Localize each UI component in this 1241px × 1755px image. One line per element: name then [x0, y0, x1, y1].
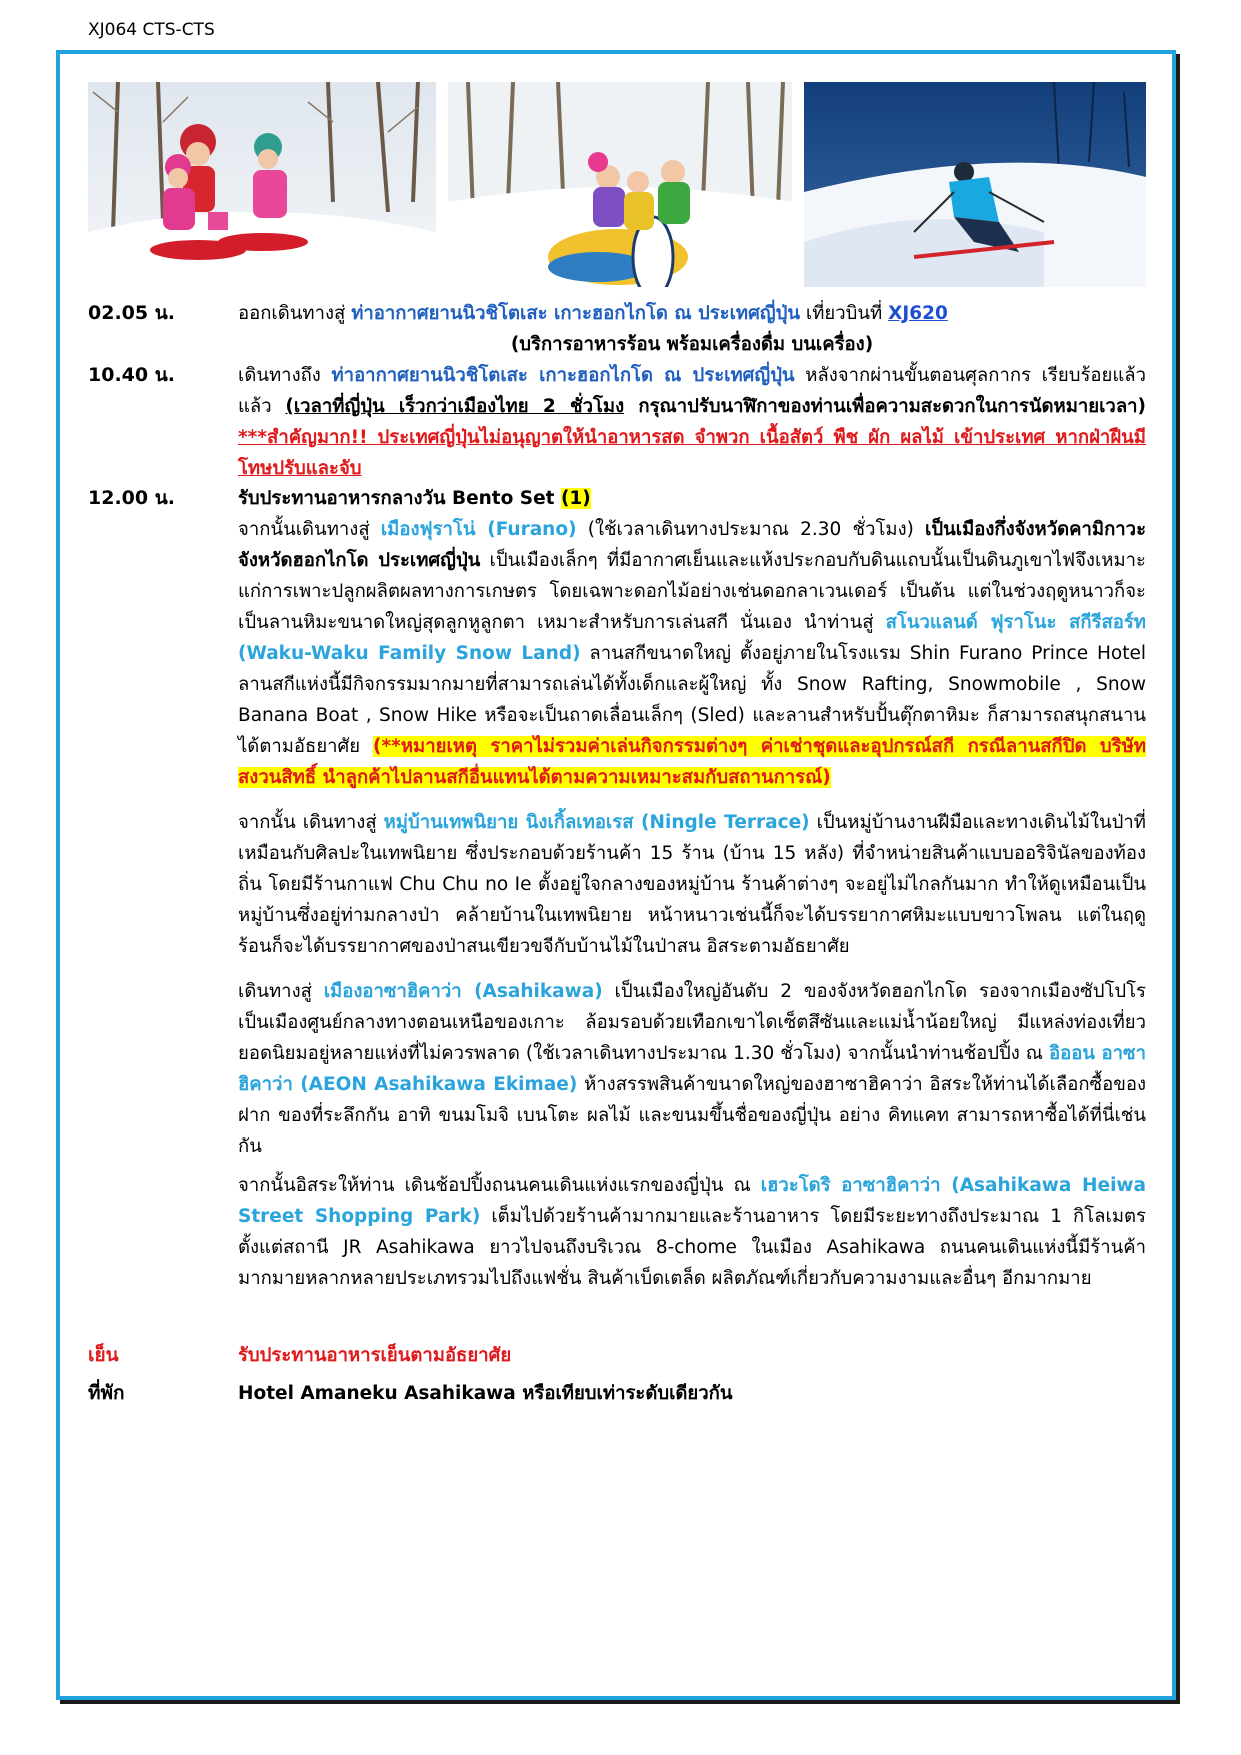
flight-link[interactable]: XJ620 — [888, 303, 948, 324]
itinerary-entry-1040 — [88, 360, 1146, 484]
photo-strip — [88, 82, 1146, 287]
asahikawa-place: เมืองอาซาฮิคาว่า (Asahikawa) — [323, 981, 603, 1002]
sled-family-photo — [88, 82, 436, 287]
paragraph-text: เป็นเมืองใหญ่อันดับ 2 ของจังหวัดฮอกไกโด รองจากเมืองซัปโปโร เป็นเมืองศูนย์กลางทางตอนเหนือของเกาะ ล้อมรอบด้วยเทือกเขาไดเซ็ตสึซันและแม่น้ำน้อยใหญ่ มีแหล่งท่องเที่ยวยอดนิยมอยู่หลายแห่งที่ไม่ควรพลาด (ใช้เวลาเดินทางประมาณ 1.30 ชั่วโมง) จากนั้นนำท่านช้อปปิ้ง ณ — [238, 981, 1146, 1064]
heiwa-place: เฮวะโดริ อาซาฮิคาว่า (Asahikawa Heiwa Street Shopping Park) — [238, 1175, 1147, 1227]
paragraph-text: จากนั้นอิสระให้ท่าน เดินช้อปปิ้งถนนคนเดินแห่งแรกของญี่ปุ่น ณ — [238, 1175, 761, 1196]
paragraph-text: เป็นเมืองเล็กๆ ที่มีอากาศเย็นและแห้งประกอบกับดินแถบนั้นเป็นดินภูเขาไฟจึงเหมาะแก่การเพาะปลูกผลิตผลทางการเกษตร โดยเฉพาะดอกไม้อย่างเช่นดอกลาเวนเดอร์ เป็นต้น แต่ในช่วงฤดูหนาวก็จะเป็นลานหิมะขนาดใหญ่สุดลูกหูลูกตา เหมาะสำหรับการเล่นสกี นั่นเอง นำท่านสู่ — [238, 550, 1146, 633]
tour-code: XJ064 CTS-CTS — [88, 20, 215, 40]
entry-text: หลังจากผ่านขั้นตอนศุลกากร เรียบร้อยแล้ว แล้ว — [238, 365, 1146, 417]
entry-time: 10.40 น. — [88, 364, 175, 386]
price-remark: (**หมายเหตุ ราคาไม่รวมค่าเล่นกิจกรรมต่างๆ ค่าเช่าชุดและอุปกรณ์สกี กรณีลานสกีปิด บริษัทสงวนสิทธิ์ นำลูกค้าไปลานสกีอื่นแทนได้ตามความเหมาะสมกับสถานการณ์) — [238, 736, 1147, 788]
timezone-note: (เวลาที่ญี่ปุ่น เร็วกว่าเมืองไทย 2 ชั่วโมง — [285, 396, 625, 417]
paragraph-text: เดินทางสู่ — [238, 981, 324, 1002]
furano-paragraph — [238, 514, 1146, 793]
dinner-text: รับประทานอาหารเย็นตามอัธยาศัย — [238, 1345, 512, 1366]
itinerary-entry-0205 — [88, 298, 1146, 360]
heiwa-paragraph — [238, 1170, 1146, 1294]
paragraph-text: จากนั้น เดินทางสู่ — [238, 812, 384, 833]
paragraph-text: (ใช้เวลาเดินทางประมาณ 2.30 ชั่วโมง) — [576, 519, 926, 540]
paragraph-text: จากนั้นเดินทางสู่ — [238, 519, 381, 540]
import-warning: ***สำคัญมาก!! ประเทศญี่ปุ่นไม่อนุญาตให้นำอาหารสด จำพวก เนื้อสัตว์ พืช ผัก ผลไม้ เข้าประเทศ หากฝ่าฝืนมีโทษปรับและจับ — [238, 427, 1146, 479]
snow-banana-boat-photo — [448, 82, 792, 287]
furano-desc-bold: เป็นเมืองกึ่งจังหวัดคามิกาวะ จังหวัดฮอกไกโด ประเทศญี่ปุ่น — [238, 519, 1146, 571]
dinner-row — [88, 1340, 1146, 1371]
asahikawa-paragraph — [238, 976, 1146, 1162]
ningle-place: หมู่บ้านเทพนิยาย นิงเกิ้ลเทอเรส (Ningle Terrace) — [383, 812, 810, 833]
aeon-place: อิออน อาซาฮิคาว่า (AEON Asahikawa Ekimae) — [238, 1043, 1146, 1095]
paragraph-text: ลานสกีขนาดใหญ่ ตั้งอยู่ภายในโรงแรม Shin Furano Prince Hotel ลานสกีแห่งนี้มีกิจกรรมมากมายที่สามารถเล่นได้ทั้งเด็กและผู้ใหญ่ ทั้ง Snow Rafting, Snowmobile , Snow Banana Boat , Snow Hike หรือจะเป็นถาดเลื่อนเล็กๆ (Sled) และลานสำหรับปั้นตุ๊กตาหิมะ ก็สามารถสนุกสนานได้ตามอัธยาศัย — [238, 643, 1146, 757]
dinner-label: เย็น — [88, 1344, 119, 1366]
paragraph-text: เต็มไปด้วยร้านค้ามากมายและร้านอาหาร โดยมีระยะทางถึงประมาณ 1 กิโลเมตรตั้งแต่สถานี JR Asahikawa ยาวไปจนถึงบริเวณ 8-chome ในเมือง Asahikawa ถนนคนเดินแห่งนี้มีร้านค้ามากมายหลากหลายประเภทรวมไปถึงแฟชั่น สินค้าเบ็ดเตล็ด ผลิตภัณฑ์เกี่ยวกับความงามและอื่นๆ อีกมากมาย — [238, 1206, 1146, 1289]
itinerary-entry-1200 — [88, 483, 1146, 1294]
hotel-label: ที่พัก — [88, 1382, 125, 1404]
paragraph-text: เป็นหมู่บ้านงานฝีมือและทางเดินไม้ในป่าที่เหมือนกับศิลปะในเทพนิยาย ซึ่งประกอบด้วยร้านค้า 15 ร้าน (บ้าน 15 หลัง) ที่จำหน่ายสินค้าแบบออริจินัลของท้องถิ่น โดยมีร้านกาแฟ Chu Chu no Ie ตั้งอยู่ใจกลางของหมู่บ้าน ร้านค้าต่างๆ จะอยู่ไม่ไกลกันมาก ทำให้ดูเหมือนเป็นหมู่บ้านซึ่งอยู่ท่ามกลางป่า คล้ายบ้านในเทพนิยาย หน้าหนาวเช่นนี้ก็จะได้บรรยากาศหิมะแบบขาวโพลน แต่ในฤดูร้อนก็จะได้บรรยากาศของป่าสนเขียวขจีกับบ้านไม้ในป่าสน อิสระตามอัธยาศัย — [238, 812, 1146, 957]
adjust-note: กรุณาปรับนาฬิกาของท่านเพื่อความสะดวกในการนัดหมายเวลา) — [624, 396, 1147, 417]
ski-resort-place: สโนวแลนด์ ฟุราโนะ สกีรีสอร์ท (Waku-Waku Family Snow Land) — [238, 612, 1146, 664]
entry-text: ออกเดินทางสู่ — [238, 303, 352, 324]
meal-number-badge: (1) — [560, 488, 591, 509]
entry-time: 12.00 น. — [88, 487, 175, 509]
entry-time: 02.05 น. — [88, 302, 175, 324]
lunch-title: รับประทานอาหารกลางวัน Bento Set — [238, 488, 561, 509]
hotel-name: Hotel Amaneku Asahikawa — [238, 1383, 516, 1404]
entry-text: เที่ยวบินที่ — [800, 303, 889, 324]
airport-name: ท่าอากาศยานนิวชิโตเสะ เกาะฮอกไกโด ณ ประเทศญี่ปุ่น — [331, 365, 795, 386]
furano-place: เมืองฟุราโน่ (Furano) — [380, 519, 577, 540]
hotel-row — [88, 1378, 1146, 1409]
entry-text: เดินทางถึง — [238, 365, 332, 386]
ningle-paragraph — [238, 807, 1146, 962]
skier-photo — [804, 82, 1146, 287]
airport-name: ท่าอากาศยานนิวชิโตเสะ เกาะฮอกไกโด ณ ประเทศญี่ปุ่น — [351, 303, 801, 324]
paragraph-text: ห้างสรรพสินค้าขนาดใหญ่ของฮาซาฮิคาว่า อิสระให้ท่านได้เลือกซื้อของฝาก ของที่ระลึกกัน อาทิ ขนมโมจิ เบนโตะ ผลไม้ และขนมขึ้นชื่อของญี่ปุ่น อย่าง คิทแคท สามารถหาซื้อได้ที่นี่เช่นกัน — [238, 1074, 1146, 1157]
hotel-equivalent: หรือเทียบเท่าระดับเดียวกัน — [515, 1383, 733, 1404]
meal-note: (บริการอาหารร้อน พร้อมเครื่องดื่ม บนเครื่อง) — [510, 334, 874, 355]
